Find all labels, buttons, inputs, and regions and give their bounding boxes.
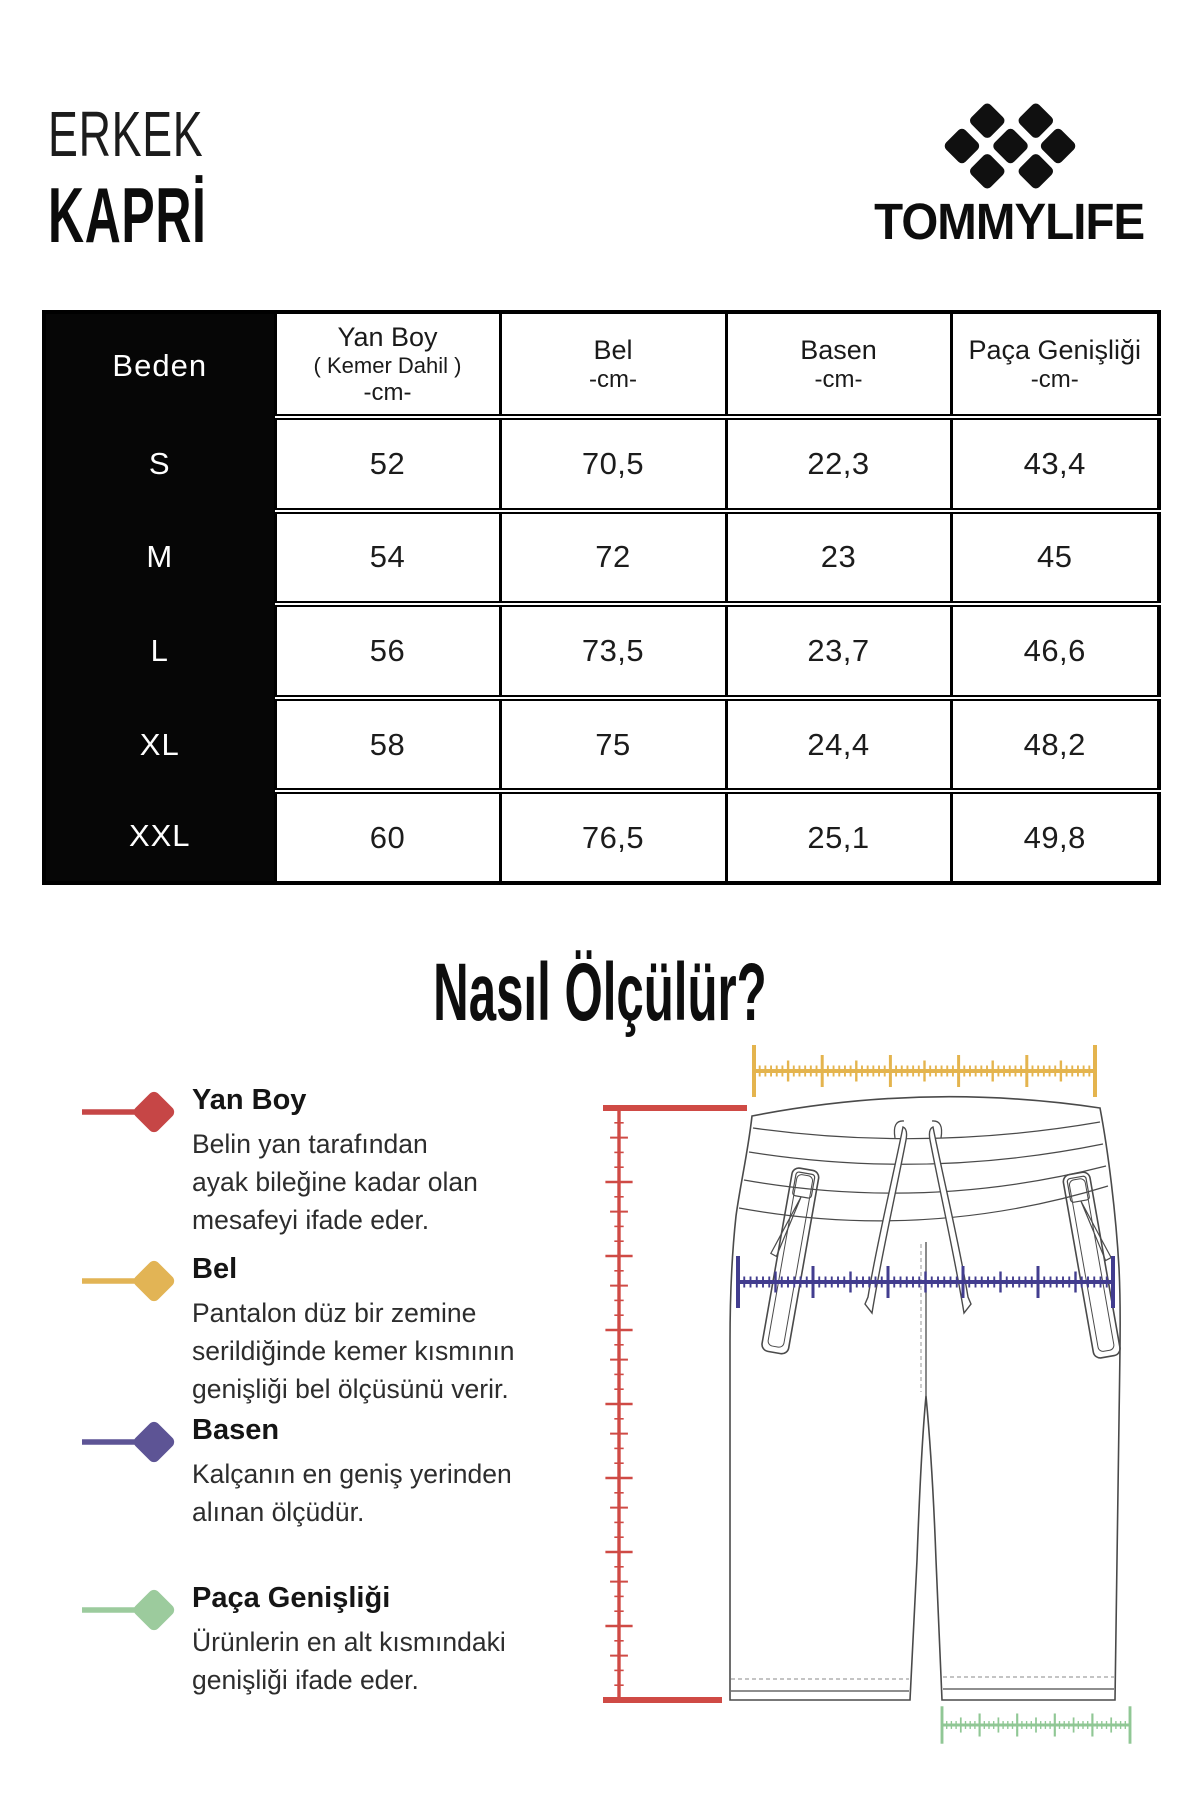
legend-item-basen — [80, 1406, 525, 1531]
size-label: S — [44, 417, 275, 511]
value-cell: 75 — [500, 698, 726, 792]
legend-title: Paça Genişliği — [192, 1582, 391, 1614]
legend-item-yan-boy — [80, 1076, 525, 1239]
capri-pants-sketch — [730, 1097, 1128, 1700]
basen-diamond-icon — [80, 1406, 192, 1478]
legend-desc-line: Pantalon düz bir zemine — [192, 1298, 477, 1328]
size-table-header-row — [44, 312, 1159, 417]
legend-desc-line: mesafeyi ifade eder. — [192, 1205, 430, 1235]
column-header-bel: Bel -cm- — [500, 312, 726, 417]
pants-measure-diagram — [500, 1040, 1180, 1780]
value-cell: 43,4 — [951, 417, 1159, 511]
table-row-l — [44, 604, 1159, 698]
value-cell: 22,3 — [726, 417, 951, 511]
column-header-yan-boy: Yan Boy ( Kemer Dahil ) -cm- — [275, 312, 500, 417]
brand-logo — [852, 90, 1167, 250]
product-title-block — [48, 98, 296, 259]
legend-item-paca-genisligi — [80, 1574, 525, 1699]
product-name: KAPRİ — [48, 171, 207, 259]
value-cell: 25,1 — [726, 791, 951, 883]
paca-genisligi-ruler — [942, 1706, 1130, 1743]
legend-title: Bel — [192, 1253, 238, 1285]
value-cell: 45 — [951, 511, 1159, 605]
value-cell: 54 — [275, 511, 500, 605]
legend-desc-line: Ürünlerin en alt kısmındaki — [192, 1627, 506, 1657]
bel-ruler — [754, 1045, 1095, 1097]
legend-desc-line: genişliği ifade eder. — [192, 1665, 419, 1695]
yan-boy-ruler — [605, 1108, 632, 1700]
legend-desc-line: Belin yan tarafından — [192, 1129, 428, 1159]
legend-desc-line: alınan ölçüdür. — [192, 1497, 365, 1527]
value-cell: 58 — [275, 698, 500, 792]
table-row-m — [44, 511, 1159, 605]
yan-boy-diamond-icon — [80, 1076, 192, 1148]
tommylife-diamonds-icon — [924, 90, 1096, 202]
legend-desc-line: serildiğinde kemer kısmının — [192, 1336, 515, 1366]
value-cell: 23 — [726, 511, 951, 605]
size-label: M — [44, 511, 275, 605]
legend-title: Basen — [192, 1414, 280, 1446]
value-cell: 52 — [275, 417, 500, 511]
legend-desc-line: genişliği bel ölçüsünü verir. — [192, 1374, 509, 1404]
value-cell: 48,2 — [951, 698, 1159, 792]
table-row-xxl — [44, 791, 1159, 883]
legend-desc-line: Kalçanın en geniş yerinden — [192, 1459, 512, 1489]
value-cell: 24,4 — [726, 698, 951, 792]
size-table — [42, 310, 1161, 885]
paca-genisligi-diamond-icon — [80, 1574, 192, 1646]
size-label: XL — [44, 698, 275, 792]
value-cell: 46,6 — [951, 604, 1159, 698]
value-cell: 60 — [275, 791, 500, 883]
legend-item-bel — [80, 1245, 525, 1408]
value-cell: 49,8 — [951, 791, 1159, 883]
table-row-xl — [44, 698, 1159, 792]
legend-title: Yan Boy — [192, 1084, 307, 1116]
legend-desc-line: ayak bileğine kadar olan — [192, 1167, 478, 1197]
product-category: ERKEK — [48, 98, 204, 170]
value-cell: 70,5 — [500, 417, 726, 511]
value-cell: 23,7 — [726, 604, 951, 698]
value-cell: 72 — [500, 511, 726, 605]
size-label: XXL — [44, 791, 275, 883]
bel-diamond-icon — [80, 1245, 192, 1317]
table-row-s — [44, 417, 1159, 511]
size-label: L — [44, 604, 275, 698]
value-cell: 73,5 — [500, 604, 726, 698]
column-header-size: Beden — [44, 312, 275, 417]
column-header-basen: Basen -cm- — [726, 312, 951, 417]
value-cell: 56 — [275, 604, 500, 698]
brand-logo-text: TOMMYLIFE — [874, 193, 1145, 250]
value-cell: 76,5 — [500, 791, 726, 883]
column-header-paca-genisligi: Paça Genişliği -cm- — [951, 312, 1159, 417]
size-table-section — [42, 310, 1157, 885]
measure-section-title: Nasıl Ölçülür? — [433, 947, 767, 1038]
